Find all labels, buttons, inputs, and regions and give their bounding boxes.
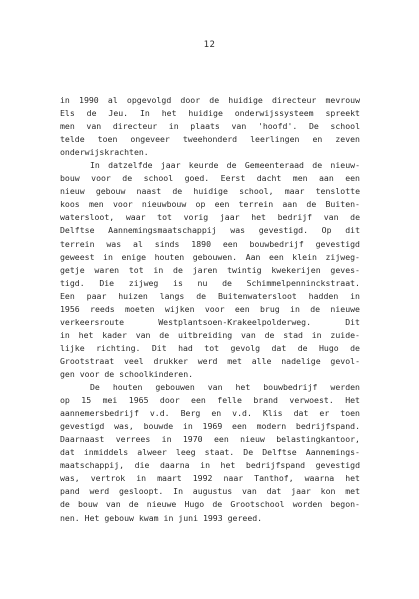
text-line: men van directeur in plaats van 'hoofd'. De school <box>60 121 360 132</box>
text-line: verkeersroute Westplantsoen-Krakeelpolderweg. Dit <box>60 316 360 327</box>
text-line: gevestigd was, bouwde in 1969 een modern bedrijfspand. <box>60 421 360 432</box>
text-line: dat inmiddels alweer leeg staat. De Delftse Aannemings- <box>60 447 360 458</box>
text-line: in het kader van de uitbreiding van de stad in zuide- <box>60 329 360 340</box>
text-line: geweest in enige houten gebouwen. Aan een klein zijweg- <box>60 251 360 262</box>
text-line: nieuw gebouw naast de huidige school, maar tenslotte <box>60 186 360 197</box>
text-line: getje waren tot in de jaren twintig kwekerijen geves- <box>60 264 360 275</box>
text-line: onderwijskrachten. <box>60 147 149 158</box>
text-line: op 15 mei 1965 door een felle brand verwoest. Het <box>60 395 360 406</box>
text-line: lijke richting. Dit had tot gevolg dat de Hugo de <box>60 342 360 353</box>
text-line: aannemersbedrijf v.d. Berg en v.d. Klis dat er toen <box>60 408 360 419</box>
text-line: telde toen ongeveer tweehonderd leerlingen en zeven <box>60 134 360 145</box>
text-line: watersloot, waar tot vorig jaar het bedrijf van de <box>60 212 360 223</box>
text-line: Een paar huizen langs de Buitenwatersloot hadden in <box>60 290 360 301</box>
text-line: Delftse Aannemingsmaatschappij was gevestigd. Op dit <box>60 225 360 236</box>
text-line: koos men voor nieuwbouw op een terrein aan de Buiten- <box>60 199 360 210</box>
text-line: de bouw van de nieuwe Hugo de Grootschool worden begon- <box>60 499 360 510</box>
text-line: in 1990 al opgevolgd door de huidige directeur mevrouw <box>60 95 360 105</box>
text-line: De houten gebouwen van het bouwbedrijf werden <box>90 382 360 393</box>
text-line: Els de Jeu. In het huidige onderwijssysteem spreekt <box>60 108 360 119</box>
text-line: Grootstraat veel drukker werd met alle nadelige gevol- <box>60 355 360 366</box>
text-line: nen. Het gebouw kwam in juni 1993 gereed. <box>60 512 263 523</box>
text-line: bouw voor de school goed. Eerst dacht men aan een <box>60 173 360 184</box>
text-line: terrein was al sinds 1890 een bouwbedrijf gevestigd <box>60 238 360 249</box>
text-line: pand werd gesloopt. In augustus van dat jaar kon met <box>60 486 360 497</box>
text-line: tigd. Die zijweg is nu de Schimmelpenninckstraat. <box>60 277 360 288</box>
text-line: In datzelfde jaar keurde de Gemeenteraad de nieuw- <box>90 160 360 171</box>
text-line: Daarnaast verrees in 1970 een nieuw belastingkantoor, <box>60 434 360 445</box>
body-text <box>60 94 360 525</box>
text-line: 1956 reeds moeten wijken voor een brug in de nieuwe <box>60 303 360 314</box>
text-line: gen voor de schoolkinderen. <box>60 368 194 379</box>
text-line: maatschappij, die daarna in het bedrijfspand gevestigd <box>60 460 360 471</box>
text-line: was, vertrok in maart 1992 naar Tanthof, waarna het <box>60 473 360 484</box>
page-number: 12 <box>203 40 216 50</box>
